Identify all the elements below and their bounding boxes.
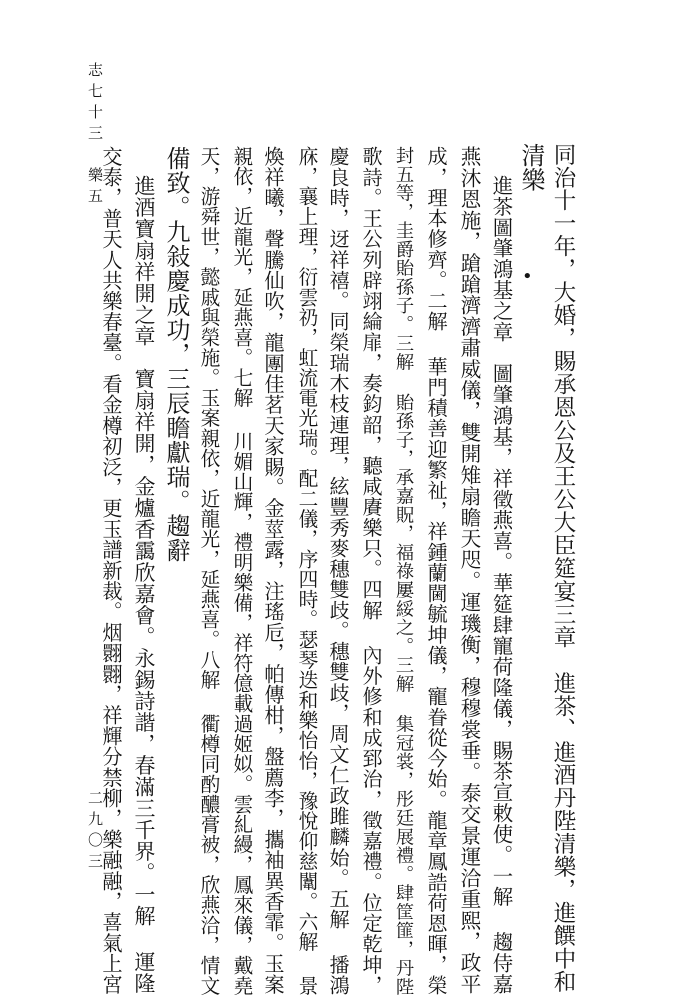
text-column-6: 封五等，圭爵貽孫子。三解 貽孫子，承嘉貺，福祿屢綏之。三解 集冠裳，彤廷展禮。肆筐篚，丹陛 bbox=[393, 146, 414, 997]
text-column-2: 清樂 bbox=[517, 143, 545, 192]
text-column-13: 備致。九敍慶成功，三辰瞻獻瑞。趨辭 bbox=[162, 146, 190, 563]
text-column-1: 同治十一年，大婚，賜承恩公及王公大臣筵宴三章 進茶、進酒丹陛清樂，進饌中和 bbox=[550, 143, 576, 994]
column-mark: • bbox=[522, 266, 533, 287]
text-column-15: 交泰，普天人共樂春臺。看金樽初泛，更玉譜新裁。烟翾翾，祥輝分禁柳，樂融融，喜氣上宮 bbox=[99, 146, 123, 995]
text-column-9: 庥，襄上理，衍雲礽，虹流電光瑞。配二儀，序四時。瑟琴迭和樂怡怡，豫悅仰慈闈。六解 景 bbox=[295, 146, 318, 996]
text-column-3: 進茶圖肇鴻基之章 圖肇鴻基，祥徵燕喜。華筵肆寵荷隆儀，賜茶宣敕使。一解 趨侍嘉 bbox=[489, 175, 513, 995]
text-column-12: 天，游舜世，懿戚與榮施。玉案親依，近龍光，延燕喜。八解 衢樽同酌醲膏被，欣燕洽，情文 bbox=[197, 146, 220, 996]
text-column-7: 歌詩。王公列辟翊綸扉，奏鈞韶，聽咸賡樂只。四解 內外修和成郅治，徵嘉禮。位定乾坤， bbox=[359, 146, 383, 996]
text-column-10: 煥祥曦，聲騰仙吹，龍團佳茗天家賜。金莖露，注瑤卮，帕傳柑，盤薦李，攜袖異香霏。玉案 bbox=[261, 146, 285, 995]
chapter-footer: 志七十三 樂五 bbox=[86, 62, 104, 209]
text-column-5: 成，理本修齊。二解 華門積善迎繁祉，祥鍾蘭閫毓坤儀，寵眷從今始。龍章鳳誥荷恩暉，榮 bbox=[424, 146, 448, 996]
text-column-8: 慶良時，迓祥禧。同榮瑞木枝連理，絃豐秀麥穗雙歧。穗雙歧，周文仁政雎麟始。五解 播鴻 bbox=[326, 146, 350, 996]
text-column-14: 進酒寶扇祥開之章 寶扇祥開，金爐香靄欣嘉會。永錫詩諧，春滿三千界。一解 運隆 bbox=[131, 175, 155, 994]
text-column-4: 燕沐恩施，蹌蹌濟濟肅威儀，雙開雉扇瞻天咫。運璣衡，穆穆裳垂。泰交景運洽重熙，政平 bbox=[457, 146, 481, 995]
page-number: 二九〇三 bbox=[86, 790, 104, 874]
text-column-11: 親依，近龍光，延燕喜。七解 川媚山輝，禮明樂備，祥符億載過姬姒。雲糺縵，鳳來儀，戴堯 bbox=[230, 146, 253, 996]
